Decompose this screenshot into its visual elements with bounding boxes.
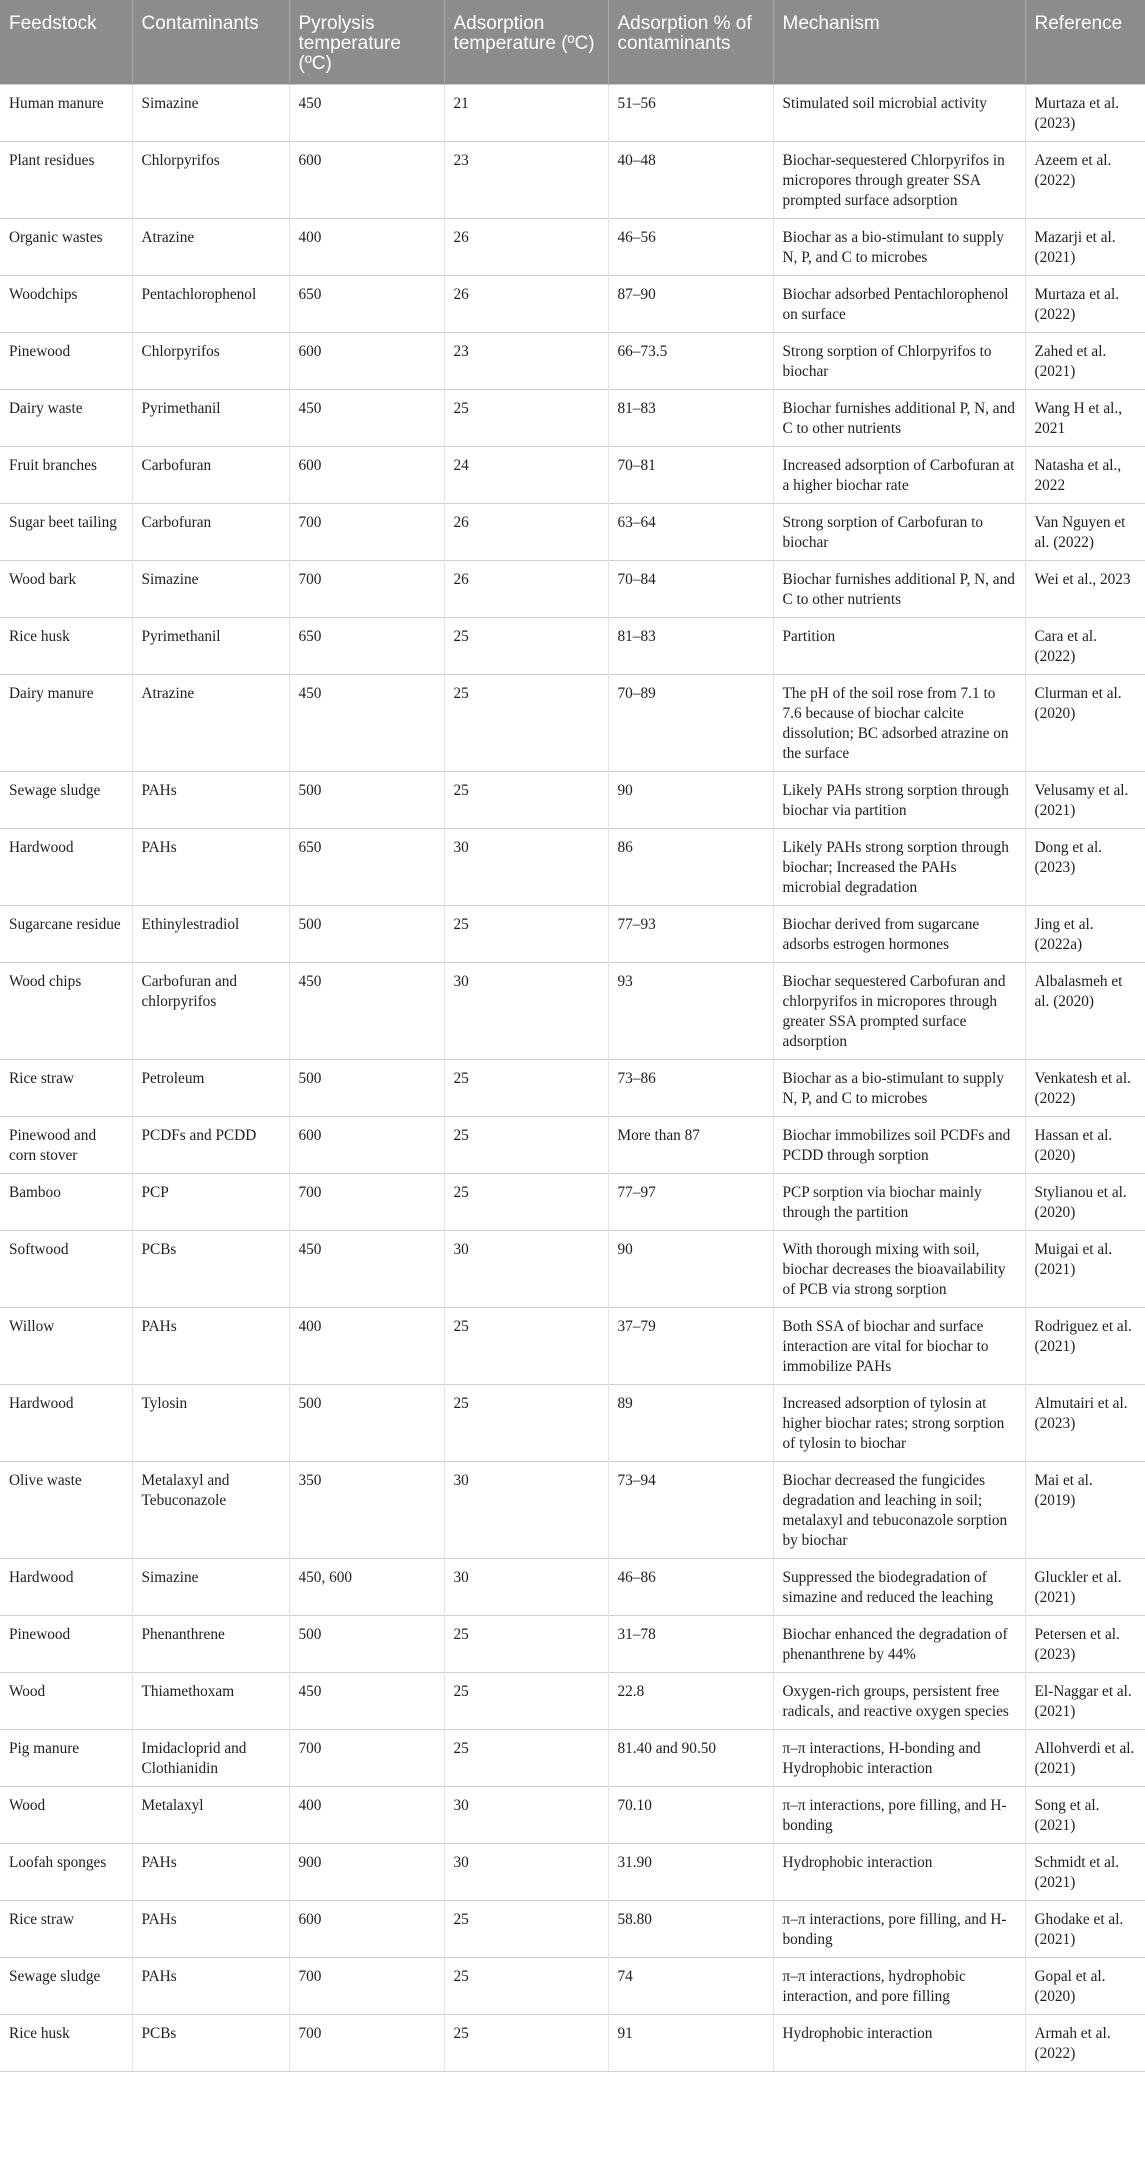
contaminants-cell: Simazine — [132, 85, 289, 142]
reference-cell: Natasha et al., 2022 — [1025, 447, 1145, 504]
header-contaminants: Contaminants — [132, 0, 289, 85]
mechanism-cell: Biochar decreased the fungicides degradation and leaching in soil; metalaxyl and tebuconazole sorption by biochar — [773, 1462, 1025, 1559]
mechanism-cell: Biochar-sequestered Chlorpyrifos in micropores through greater SSA prompted surface adsorption — [773, 142, 1025, 219]
table-row — [0, 772, 1145, 829]
table-row — [0, 1730, 1145, 1787]
header-feedstock: Feedstock — [0, 0, 132, 85]
adsorption-percent-cell: 86 — [608, 829, 773, 906]
contaminants-cell: Atrazine — [132, 675, 289, 772]
feedstock-cell: Sewage sludge — [0, 772, 132, 829]
table-row — [0, 1231, 1145, 1308]
adsorption-temp-cell: 25 — [444, 1117, 608, 1174]
header-row — [0, 0, 1145, 85]
reference-cell: El-Naggar et al. (2021) — [1025, 1673, 1145, 1730]
adsorption-temp-cell: 30 — [444, 1844, 608, 1901]
feedstock-cell: Pinewood — [0, 333, 132, 390]
pyrolysis-temp-cell: 600 — [289, 447, 444, 504]
reference-cell: Wei et al., 2023 — [1025, 561, 1145, 618]
feedstock-cell: Dairy waste — [0, 390, 132, 447]
mechanism-cell: Biochar adsorbed Pentachlorophenol on surface — [773, 276, 1025, 333]
pyrolysis-temp-cell: 500 — [289, 1060, 444, 1117]
adsorption-temp-cell: 25 — [444, 1060, 608, 1117]
feedstock-cell: Rice husk — [0, 618, 132, 675]
table-row — [0, 219, 1145, 276]
table-row — [0, 1787, 1145, 1844]
table-body — [0, 85, 1145, 2072]
contaminants-cell: Phenanthrene — [132, 1616, 289, 1673]
mechanism-cell: Suppressed the biodegradation of simazine and reduced the leaching — [773, 1559, 1025, 1616]
adsorption-temp-cell: 25 — [444, 1385, 608, 1462]
adsorption-percent-cell: 70.10 — [608, 1787, 773, 1844]
reference-cell: Cara et al. (2022) — [1025, 618, 1145, 675]
reference-cell: Murtaza et al. (2022) — [1025, 276, 1145, 333]
mechanism-cell: Strong sorption of Carbofuran to biochar — [773, 504, 1025, 561]
adsorption-temp-cell: 25 — [444, 1616, 608, 1673]
mechanism-cell: π–π interactions, hydrophobic interaction, and pore filling — [773, 1958, 1025, 2015]
reference-cell: Jing et al. (2022a) — [1025, 906, 1145, 963]
pyrolysis-temp-cell: 400 — [289, 219, 444, 276]
table-row — [0, 85, 1145, 142]
feedstock-cell: Sugarcane residue — [0, 906, 132, 963]
feedstock-cell: Olive waste — [0, 1462, 132, 1559]
feedstock-cell: Sugar beet tailing — [0, 504, 132, 561]
adsorption-temp-cell: 26 — [444, 504, 608, 561]
contaminants-cell: Carbofuran — [132, 504, 289, 561]
contaminants-cell: PAHs — [132, 1901, 289, 1958]
feedstock-cell: Pinewood and corn stover — [0, 1117, 132, 1174]
table-row — [0, 1901, 1145, 1958]
header-adsorption-temperature: Adsorption temperature (ºC) — [444, 0, 608, 85]
table-row — [0, 906, 1145, 963]
contaminants-cell: PCBs — [132, 1231, 289, 1308]
header-pyrolysis-temperature: Pyrolysis temperature (ºC) — [289, 0, 444, 85]
contaminants-cell: Atrazine — [132, 219, 289, 276]
reference-cell: Ghodake et al. (2021) — [1025, 1901, 1145, 1958]
pyrolysis-temp-cell: 400 — [289, 1787, 444, 1844]
header-mechanism: Mechanism — [773, 0, 1025, 85]
mechanism-cell: Hydrophobic interaction — [773, 1844, 1025, 1901]
contaminants-cell: PCBs — [132, 2015, 289, 2072]
adsorption-temp-cell: 25 — [444, 906, 608, 963]
contaminants-cell: Imidacloprid and Clothianidin — [132, 1730, 289, 1787]
table-row — [0, 142, 1145, 219]
reference-cell: Almutairi et al. (2023) — [1025, 1385, 1145, 1462]
adsorption-percent-cell: 66–73.5 — [608, 333, 773, 390]
adsorption-temp-cell: 30 — [444, 1231, 608, 1308]
table-row — [0, 561, 1145, 618]
reference-cell: Albalasmeh et al. (2020) — [1025, 963, 1145, 1060]
pyrolysis-temp-cell: 600 — [289, 1117, 444, 1174]
adsorption-percent-cell: 73–94 — [608, 1462, 773, 1559]
mechanism-cell: Increased adsorption of Carbofuran at a higher biochar rate — [773, 447, 1025, 504]
table-row — [0, 963, 1145, 1060]
pyrolysis-temp-cell: 350 — [289, 1462, 444, 1559]
adsorption-temp-cell: 30 — [444, 1787, 608, 1844]
pyrolysis-temp-cell: 700 — [289, 2015, 444, 2072]
feedstock-cell: Pinewood — [0, 1616, 132, 1673]
feedstock-cell: Hardwood — [0, 829, 132, 906]
pyrolysis-temp-cell: 450 — [289, 1231, 444, 1308]
reference-cell: Zahed et al. (2021) — [1025, 333, 1145, 390]
feedstock-cell: Dairy manure — [0, 675, 132, 772]
feedstock-cell: Loofah sponges — [0, 1844, 132, 1901]
adsorption-percent-cell: 90 — [608, 1231, 773, 1308]
contaminants-cell: PAHs — [132, 829, 289, 906]
adsorption-temp-cell: 30 — [444, 1462, 608, 1559]
mechanism-cell: Biochar as a bio-stimulant to supply N, P, and C to microbes — [773, 219, 1025, 276]
pyrolysis-temp-cell: 600 — [289, 142, 444, 219]
adsorption-percent-cell: 81.40 and 90.50 — [608, 1730, 773, 1787]
reference-cell: Schmidt et al. (2021) — [1025, 1844, 1145, 1901]
adsorption-percent-cell: 77–97 — [608, 1174, 773, 1231]
adsorption-temp-cell: 25 — [444, 1901, 608, 1958]
contaminants-cell: Pyrimethanil — [132, 390, 289, 447]
mechanism-cell: Likely PAHs strong sorption through biochar; Increased the PAHs microbial degradation — [773, 829, 1025, 906]
contaminants-cell: Carbofuran — [132, 447, 289, 504]
feedstock-cell: Organic wastes — [0, 219, 132, 276]
table-row — [0, 675, 1145, 772]
adsorption-temp-cell: 25 — [444, 1308, 608, 1385]
reference-cell: Dong et al. (2023) — [1025, 829, 1145, 906]
adsorption-percent-cell: 70–81 — [608, 447, 773, 504]
adsorption-temp-cell: 26 — [444, 561, 608, 618]
contaminants-cell: Metalaxyl and Tebuconazole — [132, 1462, 289, 1559]
mechanism-cell: Biochar immobilizes soil PCDFs and PCDD through sorption — [773, 1117, 1025, 1174]
pyrolysis-temp-cell: 700 — [289, 504, 444, 561]
reference-cell: Murtaza et al. (2023) — [1025, 85, 1145, 142]
pyrolysis-temp-cell: 450 — [289, 963, 444, 1060]
feedstock-cell: Hardwood — [0, 1559, 132, 1616]
feedstock-cell: Bamboo — [0, 1174, 132, 1231]
contaminants-cell: Metalaxyl — [132, 1787, 289, 1844]
adsorption-percent-cell: 74 — [608, 1958, 773, 2015]
pyrolysis-temp-cell: 450 — [289, 675, 444, 772]
contaminants-cell: PAHs — [132, 1958, 289, 2015]
mechanism-cell: Biochar as a bio-stimulant to supply N, P, and C to microbes — [773, 1060, 1025, 1117]
mechanism-cell: Biochar furnishes additional P, N, and C to other nutrients — [773, 390, 1025, 447]
feedstock-cell: Wood — [0, 1673, 132, 1730]
adsorption-temp-cell: 25 — [444, 1730, 608, 1787]
mechanism-cell: Stimulated soil microbial activity — [773, 85, 1025, 142]
feedstock-cell: Rice straw — [0, 1060, 132, 1117]
pyrolysis-temp-cell: 700 — [289, 1730, 444, 1787]
adsorption-percent-cell: 91 — [608, 2015, 773, 2072]
contaminants-cell: PAHs — [132, 1308, 289, 1385]
reference-cell: Wang H et al., 2021 — [1025, 390, 1145, 447]
table-row — [0, 1060, 1145, 1117]
contaminants-cell: Pentachlorophenol — [132, 276, 289, 333]
feedstock-cell: Hardwood — [0, 1385, 132, 1462]
contaminants-cell: Thiamethoxam — [132, 1673, 289, 1730]
header-adsorption-percent: Adsorption % of contaminants — [608, 0, 773, 85]
adsorption-percent-cell: 87–90 — [608, 276, 773, 333]
adsorption-percent-cell: 70–89 — [608, 675, 773, 772]
reference-cell: Armah et al. (2022) — [1025, 2015, 1145, 2072]
mechanism-cell: Hydrophobic interaction — [773, 2015, 1025, 2072]
table-row — [0, 1462, 1145, 1559]
feedstock-cell: Rice straw — [0, 1901, 132, 1958]
adsorption-percent-cell: More than 87 — [608, 1117, 773, 1174]
pyrolysis-temp-cell: 900 — [289, 1844, 444, 1901]
table-row — [0, 1308, 1145, 1385]
mechanism-cell: Biochar derived from sugarcane adsorbs estrogen hormones — [773, 906, 1025, 963]
pyrolysis-temp-cell: 400 — [289, 1308, 444, 1385]
adsorption-percent-cell: 77–93 — [608, 906, 773, 963]
reference-cell: Clurman et al. (2020) — [1025, 675, 1145, 772]
reference-cell: Stylianou et al. (2020) — [1025, 1174, 1145, 1231]
adsorption-temp-cell: 21 — [444, 85, 608, 142]
adsorption-temp-cell: 23 — [444, 333, 608, 390]
table-row — [0, 504, 1145, 561]
adsorption-temp-cell: 24 — [444, 447, 608, 504]
feedstock-cell: Wood bark — [0, 561, 132, 618]
reference-cell: Mazarji et al. (2021) — [1025, 219, 1145, 276]
pyrolysis-temp-cell: 700 — [289, 561, 444, 618]
header-reference: Reference — [1025, 0, 1145, 85]
adsorption-percent-cell: 46–56 — [608, 219, 773, 276]
reference-cell: Muigai et al. (2021) — [1025, 1231, 1145, 1308]
adsorption-percent-cell: 31.90 — [608, 1844, 773, 1901]
contaminants-cell: Chlorpyrifos — [132, 142, 289, 219]
pyrolysis-temp-cell: 650 — [289, 276, 444, 333]
feedstock-cell: Woodchips — [0, 276, 132, 333]
reference-cell: Hassan et al. (2020) — [1025, 1117, 1145, 1174]
pyrolysis-temp-cell: 500 — [289, 772, 444, 829]
table-row — [0, 1844, 1145, 1901]
reference-cell: Song et al. (2021) — [1025, 1787, 1145, 1844]
adsorption-percent-cell: 73–86 — [608, 1060, 773, 1117]
mechanism-cell: The pH of the soil rose from 7.1 to 7.6 because of biochar calcite dissolution; BC adsorbed atrazine on the surface — [773, 675, 1025, 772]
table-row — [0, 276, 1145, 333]
contaminants-cell: Simazine — [132, 561, 289, 618]
feedstock-cell: Pig manure — [0, 1730, 132, 1787]
table-row — [0, 1174, 1145, 1231]
adsorption-percent-cell: 63–64 — [608, 504, 773, 561]
contaminants-cell: PAHs — [132, 772, 289, 829]
reference-cell: Mai et al. (2019) — [1025, 1462, 1145, 1559]
mechanism-cell: PCP sorption via biochar mainly through the partition — [773, 1174, 1025, 1231]
pyrolysis-temp-cell: 500 — [289, 1616, 444, 1673]
table-row — [0, 1385, 1145, 1462]
adsorption-percent-cell: 51–56 — [608, 85, 773, 142]
contaminants-cell: Chlorpyrifos — [132, 333, 289, 390]
mechanism-cell: π–π interactions, pore filling, and H-bonding — [773, 1787, 1025, 1844]
contaminants-cell: Ethinylestradiol — [132, 906, 289, 963]
reference-cell: Allohverdi et al. (2021) — [1025, 1730, 1145, 1787]
reference-cell: Gopal et al. (2020) — [1025, 1958, 1145, 2015]
mechanism-cell: Likely PAHs strong sorption through biochar via partition — [773, 772, 1025, 829]
adsorption-temp-cell: 25 — [444, 1673, 608, 1730]
adsorption-percent-cell: 90 — [608, 772, 773, 829]
mechanism-cell: Both SSA of biochar and surface interaction are vital for biochar to immobilize PAHs — [773, 1308, 1025, 1385]
contaminants-cell: Carbofuran and chlorpyrifos — [132, 963, 289, 1060]
mechanism-cell: With thorough mixing with soil, biochar decreases the bioavailability of PCB via strong sorption — [773, 1231, 1025, 1308]
pyrolysis-temp-cell: 600 — [289, 1901, 444, 1958]
reference-cell: Gluckler et al. (2021) — [1025, 1559, 1145, 1616]
table-row — [0, 390, 1145, 447]
adsorption-temp-cell: 23 — [444, 142, 608, 219]
reference-cell: Van Nguyen et al. (2022) — [1025, 504, 1145, 561]
adsorption-temp-cell: 25 — [444, 1958, 608, 2015]
adsorption-temp-cell: 30 — [444, 963, 608, 1060]
table-row — [0, 1117, 1145, 1174]
adsorption-percent-cell: 81–83 — [608, 390, 773, 447]
pyrolysis-temp-cell: 500 — [289, 1385, 444, 1462]
table-row — [0, 1958, 1145, 2015]
adsorption-temp-cell: 26 — [444, 276, 608, 333]
adsorption-percent-cell: 22.8 — [608, 1673, 773, 1730]
adsorption-percent-cell: 31–78 — [608, 1616, 773, 1673]
adsorption-percent-cell: 58.80 — [608, 1901, 773, 1958]
contaminants-cell: Petroleum — [132, 1060, 289, 1117]
mechanism-cell: π–π interactions, pore filling, and H-bonding — [773, 1901, 1025, 1958]
mechanism-cell: Biochar sequestered Carbofuran and chlorpyrifos in micropores through greater SSA prompted surface adsorption — [773, 963, 1025, 1060]
mechanism-cell: π–π interactions, H-bonding and Hydrophobic interaction — [773, 1730, 1025, 1787]
adsorption-temp-cell: 25 — [444, 772, 608, 829]
table-row — [0, 829, 1145, 906]
adsorption-temp-cell: 25 — [444, 618, 608, 675]
adsorption-percent-cell: 37–79 — [608, 1308, 773, 1385]
adsorption-temp-cell: 30 — [444, 1559, 608, 1616]
contaminants-cell: Tylosin — [132, 1385, 289, 1462]
table-row — [0, 1673, 1145, 1730]
mechanism-cell: Strong sorption of Chlorpyrifos to biochar — [773, 333, 1025, 390]
mechanism-cell: Biochar furnishes additional P, N, and C to other nutrients — [773, 561, 1025, 618]
feedstock-cell: Rice husk — [0, 2015, 132, 2072]
feedstock-cell: Softwood — [0, 1231, 132, 1308]
contaminants-cell: PCDFs and PCDD — [132, 1117, 289, 1174]
adsorption-percent-cell: 93 — [608, 963, 773, 1060]
contaminants-cell: Pyrimethanil — [132, 618, 289, 675]
pyrolysis-temp-cell: 650 — [289, 618, 444, 675]
adsorption-temp-cell: 25 — [444, 675, 608, 772]
pyrolysis-temp-cell: 500 — [289, 906, 444, 963]
contaminants-cell: PAHs — [132, 1844, 289, 1901]
table-row — [0, 1559, 1145, 1616]
pyrolysis-temp-cell: 450 — [289, 85, 444, 142]
adsorption-percent-cell: 70–84 — [608, 561, 773, 618]
pyrolysis-temp-cell: 600 — [289, 333, 444, 390]
table-row — [0, 2015, 1145, 2072]
feedstock-cell: Wood chips — [0, 963, 132, 1060]
mechanism-cell: Oxygen-rich groups, persistent free radicals, and reactive oxygen species — [773, 1673, 1025, 1730]
contaminants-cell: Simazine — [132, 1559, 289, 1616]
table-row — [0, 618, 1145, 675]
feedstock-cell: Human manure — [0, 85, 132, 142]
reference-cell: Azeem et al. (2022) — [1025, 142, 1145, 219]
table-row — [0, 333, 1145, 390]
reference-cell: Rodriguez et al. (2021) — [1025, 1308, 1145, 1385]
adsorption-percent-cell: 81–83 — [608, 618, 773, 675]
feedstock-cell: Sewage sludge — [0, 1958, 132, 2015]
adsorption-percent-cell: 40–48 — [608, 142, 773, 219]
adsorption-temp-cell: 25 — [444, 390, 608, 447]
reference-cell: Venkatesh et al. (2022) — [1025, 1060, 1145, 1117]
reference-cell: Petersen et al. (2023) — [1025, 1616, 1145, 1673]
adsorption-temp-cell: 25 — [444, 2015, 608, 2072]
adsorption-temp-cell: 25 — [444, 1174, 608, 1231]
adsorption-percent-cell: 89 — [608, 1385, 773, 1462]
pyrolysis-temp-cell: 700 — [289, 1174, 444, 1231]
mechanism-cell: Increased adsorption of tylosin at higher biochar rates; strong sorption of tylosin to biochar — [773, 1385, 1025, 1462]
feedstock-cell: Wood — [0, 1787, 132, 1844]
pyrolysis-temp-cell: 450, 600 — [289, 1559, 444, 1616]
pyrolysis-temp-cell: 450 — [289, 390, 444, 447]
mechanism-cell: Partition — [773, 618, 1025, 675]
pyrolysis-temp-cell: 450 — [289, 1673, 444, 1730]
feedstock-cell: Willow — [0, 1308, 132, 1385]
reference-cell: Velusamy et al. (2021) — [1025, 772, 1145, 829]
pyrolysis-temp-cell: 650 — [289, 829, 444, 906]
mechanism-cell: Biochar enhanced the degradation of phenanthrene by 44% — [773, 1616, 1025, 1673]
feedstock-cell: Plant residues — [0, 142, 132, 219]
adsorption-temp-cell: 26 — [444, 219, 608, 276]
adsorption-temp-cell: 30 — [444, 829, 608, 906]
pyrolysis-temp-cell: 700 — [289, 1958, 444, 2015]
contaminants-cell: PCP — [132, 1174, 289, 1231]
feedstock-cell: Fruit branches — [0, 447, 132, 504]
adsorption-percent-cell: 46–86 — [608, 1559, 773, 1616]
table-header — [0, 0, 1145, 85]
table-row — [0, 1616, 1145, 1673]
table-row — [0, 447, 1145, 504]
